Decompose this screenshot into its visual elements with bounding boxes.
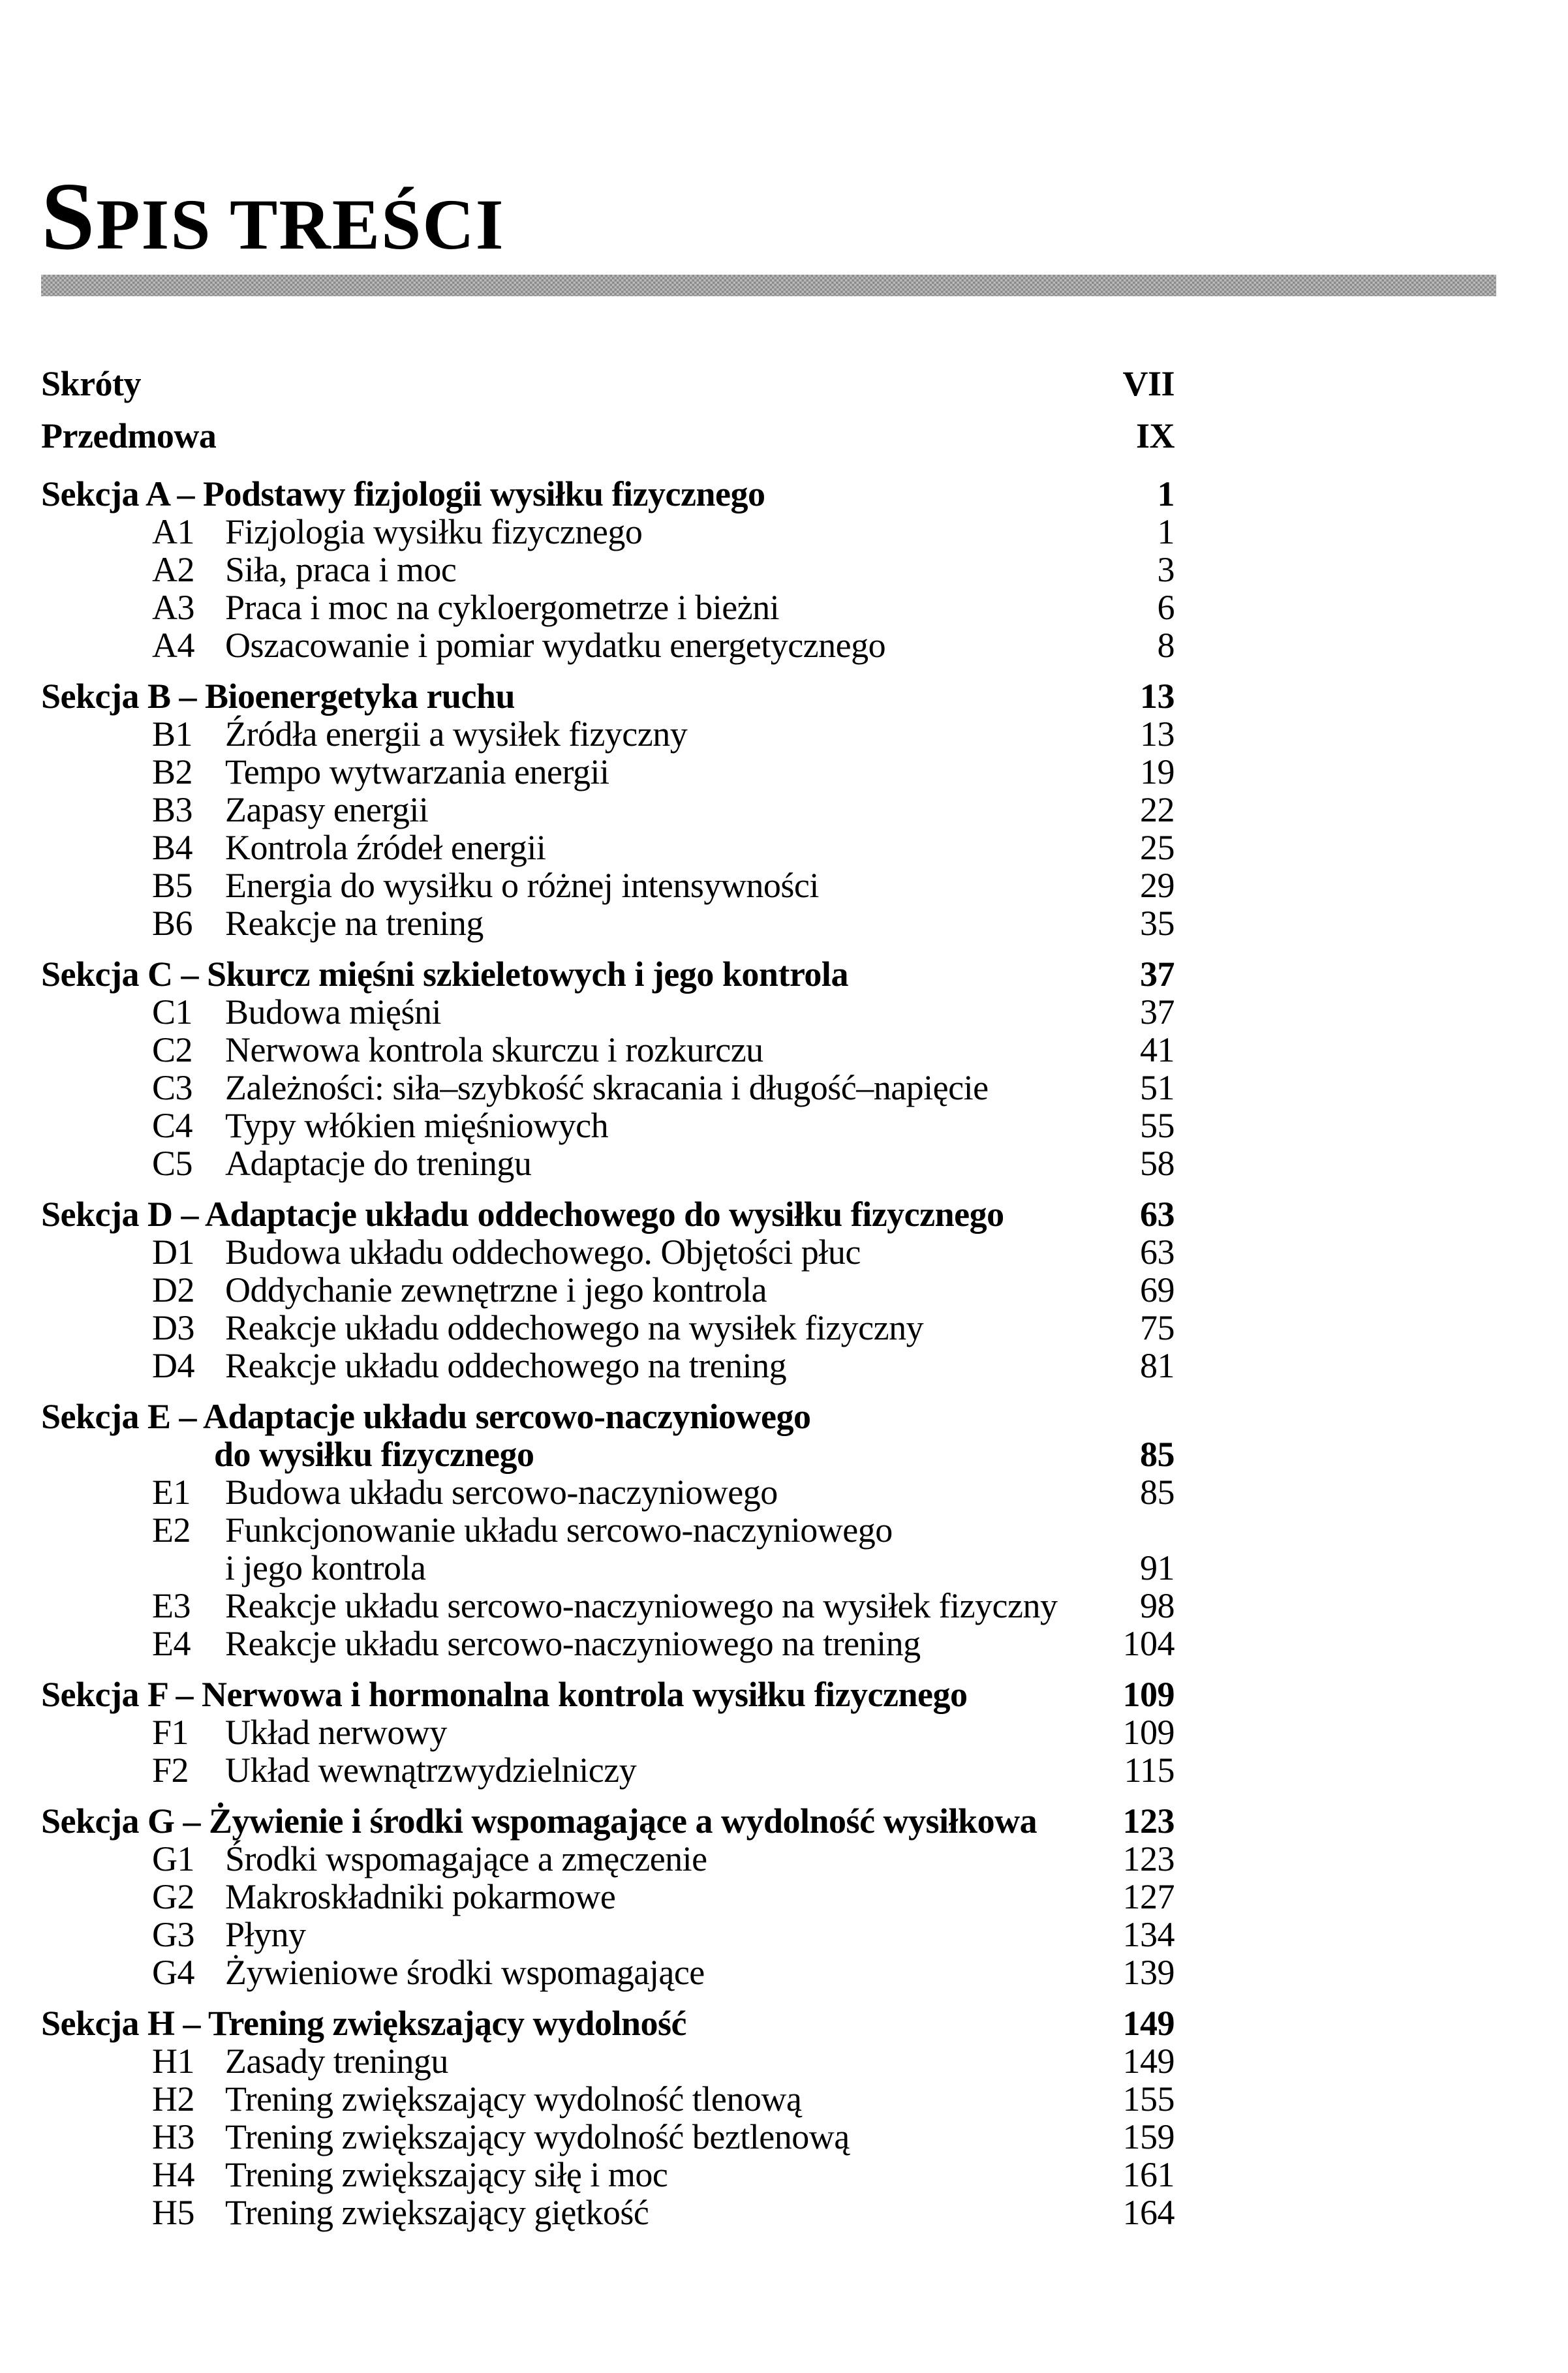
- item-page-number: 29: [1140, 866, 1175, 905]
- item-page-number: 22: [1140, 790, 1175, 829]
- item-page-number: 55: [1140, 1106, 1175, 1145]
- item-title: Trening zwiększający siłę i moc: [225, 2155, 668, 2194]
- item-label: A4: [152, 626, 194, 665]
- item-page-number: 127: [1122, 1877, 1175, 1916]
- item-page-number: 51: [1140, 1068, 1175, 1107]
- item-title: Budowa mięśni: [225, 992, 441, 1032]
- item-label: E1: [152, 1473, 191, 1512]
- section-title: Sekcja A – Podstawy fizjologii wysiłku fizycznego: [41, 474, 765, 513]
- item-label: B4: [152, 828, 193, 867]
- toc-item: [41, 1587, 1175, 1625]
- item-title: Oddychanie zewnętrzne i jego kontrola: [225, 1270, 767, 1309]
- section-header: [41, 1676, 1175, 1713]
- item-title: Reakcje układu sercowo-naczyniowego na wysiłek fizyczny: [225, 1586, 1058, 1625]
- front-matter-entry: [41, 358, 1175, 410]
- toc-item: [41, 904, 1175, 942]
- section-title: Sekcja F – Nerwowa i hormonalna kontrola wysiłku fizycznego: [41, 1675, 968, 1714]
- toc-item: [41, 993, 1175, 1031]
- item-title: Budowa układu sercowo-naczyniowego: [225, 1473, 778, 1512]
- item-label: C2: [152, 1030, 193, 1069]
- item-label: C5: [152, 1144, 193, 1183]
- toc-item: [41, 2042, 1175, 2080]
- toc-item: [41, 1916, 1175, 1953]
- toc-item: [41, 791, 1175, 829]
- section-page-number: 37: [1140, 955, 1175, 994]
- toc-item: [41, 2156, 1175, 2194]
- item-page-number: 81: [1140, 1346, 1175, 1385]
- toc-item: [41, 866, 1175, 904]
- item-label: G4: [152, 1953, 194, 1992]
- section-title: Sekcja H – Trening zwiększający wydolność: [41, 2004, 686, 2043]
- section-header: [41, 677, 1175, 715]
- item-title: Trening zwiększający wydolność tlenową: [225, 2079, 802, 2119]
- item-page-number: 69: [1140, 1270, 1175, 1309]
- item-label: H1: [152, 2042, 194, 2081]
- item-page-number: 139: [1122, 1953, 1175, 1992]
- item-title: Zasady treningu: [225, 2042, 448, 2081]
- item-title: Reakcje na trening: [225, 904, 484, 943]
- toc-item: [41, 1751, 1175, 1789]
- toc-item: [41, 551, 1175, 589]
- item-title: Fizjologia wysiłku fizycznego: [225, 512, 643, 551]
- section-title-continuation: do wysiłku fizycznego: [214, 1435, 534, 1474]
- item-title: Makroskładniki pokarmowe: [225, 1877, 616, 1916]
- item-label: C3: [152, 1068, 193, 1107]
- section-title: Sekcja E – Adaptacje układu sercowo-naczyniowego: [41, 1397, 811, 1436]
- item-label: A3: [152, 588, 194, 627]
- section-page-number: 123: [1122, 1801, 1175, 1841]
- toc-item: [41, 1625, 1175, 1662]
- item-label: A1: [152, 512, 194, 551]
- toc-item: [41, 753, 1175, 791]
- item-page-number: 98: [1140, 1586, 1175, 1625]
- toc-item: [41, 829, 1175, 866]
- item-label: D3: [152, 1308, 194, 1347]
- item-label: C4: [152, 1106, 193, 1145]
- item-label: A2: [152, 550, 194, 589]
- toc-item: [41, 1953, 1175, 1991]
- item-title: Tempo wytwarzania energii: [225, 752, 609, 791]
- entry-title: Skróty: [41, 364, 142, 403]
- item-title: Energia do wysiłku o różnej intensywności: [225, 866, 819, 905]
- toc-item: [41, 513, 1175, 551]
- toc-item: [41, 626, 1175, 664]
- item-label: G3: [152, 1915, 194, 1954]
- section-page-number: 85: [1140, 1435, 1175, 1474]
- item-page-number: 8: [1157, 626, 1175, 665]
- item-title: Siła, praca i moc: [225, 550, 457, 589]
- toc-item-line2: [41, 1549, 1175, 1587]
- item-label: D2: [152, 1270, 194, 1309]
- item-label: B3: [152, 790, 193, 829]
- item-title: Trening zwiększający wydolność beztlenową: [225, 2117, 850, 2156]
- item-title: Żywieniowe środki wspomagające: [225, 1953, 705, 1992]
- toc-item: [41, 1233, 1175, 1271]
- toc-item: [41, 1271, 1175, 1309]
- item-page-number: 85: [1140, 1473, 1175, 1512]
- item-title: Środki wspomagające a zmęczenie: [225, 1839, 707, 1878]
- toc-item: [41, 1878, 1175, 1916]
- page-title-rest: PIS TREŚCI: [96, 185, 505, 264]
- section-header: [41, 1195, 1175, 1233]
- toc-item: [41, 1144, 1175, 1182]
- item-label: F1: [152, 1713, 189, 1752]
- section-header: [41, 1802, 1175, 1840]
- item-page-number: 115: [1124, 1751, 1175, 1790]
- item-page-number: 123: [1122, 1839, 1175, 1878]
- item-label: G2: [152, 1877, 194, 1916]
- item-label: H4: [152, 2155, 194, 2194]
- item-title: Reakcje układu oddechowego na trening: [225, 1346, 787, 1385]
- section-header-line2: [41, 1435, 1175, 1473]
- item-title: Kontrola źródeł energii: [225, 828, 546, 867]
- toc-item: [41, 2194, 1175, 2231]
- toc-item: [41, 1309, 1175, 1347]
- item-page-number: 134: [1122, 1915, 1175, 1954]
- item-title: Zależności: siła–szybkość skracania i długość–napięcie: [225, 1068, 989, 1107]
- item-page-number: 41: [1140, 1030, 1175, 1069]
- page-content: [0, 163, 1568, 2232]
- item-page-number: 58: [1140, 1144, 1175, 1183]
- item-title: Adaptacje do treningu: [225, 1144, 532, 1183]
- item-title: Reakcje układu oddechowego na wysiłek fizyczny: [225, 1308, 924, 1347]
- section-title: Sekcja B – Bioenergetyka ruchu: [41, 677, 515, 716]
- toc-item: [41, 589, 1175, 626]
- item-page-number: 63: [1140, 1232, 1175, 1272]
- item-page-number: 104: [1122, 1624, 1175, 1663]
- section-page-number: 63: [1140, 1195, 1175, 1234]
- section-header: [41, 1398, 1175, 1435]
- item-page-number: 35: [1140, 904, 1175, 943]
- item-page-number: 19: [1140, 752, 1175, 791]
- item-title: Układ nerwowy: [225, 1713, 447, 1752]
- item-page-number: 164: [1122, 2193, 1175, 2232]
- entry-page-number: IX: [1135, 416, 1175, 455]
- item-label: D4: [152, 1346, 194, 1385]
- toc-item: [41, 1031, 1175, 1069]
- item-label: D1: [152, 1232, 194, 1272]
- item-label: B6: [152, 904, 193, 943]
- item-page-number: 155: [1122, 2079, 1175, 2119]
- item-title: Nerwowa kontrola skurczu i rozkurczu: [225, 1030, 763, 1069]
- item-label: H3: [152, 2117, 194, 2156]
- entry-page-number: VII: [1122, 364, 1175, 403]
- entry-title: Przedmowa: [41, 416, 217, 455]
- section-page-number: 109: [1122, 1675, 1175, 1714]
- item-title-continuation: i jego kontrola: [225, 1548, 426, 1587]
- item-title: Oszacowanie i pomiar wydatku energetycznego: [225, 626, 886, 665]
- front-matter-entry: [41, 410, 1175, 462]
- item-title: Płyny: [225, 1915, 306, 1954]
- item-page-number: 91: [1140, 1548, 1175, 1587]
- item-title: Budowa układu oddechowego. Objętości płuc: [225, 1232, 861, 1272]
- item-page-number: 13: [1140, 714, 1175, 754]
- item-page-number: 149: [1122, 2042, 1175, 2081]
- item-label: B5: [152, 866, 193, 905]
- toc-item: [41, 1511, 1175, 1549]
- item-label: B1: [152, 714, 193, 754]
- toc-item: [41, 715, 1175, 753]
- item-page-number: 161: [1122, 2155, 1175, 2194]
- item-page-number: 159: [1122, 2117, 1175, 2156]
- section-title: Sekcja C – Skurcz mięśni szkieletowych i jego kontrola: [41, 955, 848, 994]
- section-title: Sekcja G – Żywienie i środki wspomagające a wydolność wysiłkowa: [41, 1801, 1038, 1841]
- item-title: Funkcjonowanie układu sercowo-naczyniowego: [225, 1510, 893, 1550]
- item-label: H5: [152, 2193, 194, 2232]
- item-label: E4: [152, 1624, 191, 1663]
- item-page-number: 1: [1157, 512, 1175, 551]
- item-title: Typy włókien mięśniowych: [225, 1106, 609, 1145]
- item-page-number: 6: [1157, 588, 1175, 627]
- toc-item: [41, 1069, 1175, 1107]
- item-page-number: 25: [1140, 828, 1175, 867]
- page-title: [41, 163, 1568, 270]
- item-title: Układ wewnątrzwydzielniczy: [225, 1751, 637, 1790]
- item-title: Źródła energii a wysiłek fizyczny: [225, 714, 688, 754]
- item-title: Trening zwiększający giętkość: [225, 2193, 649, 2232]
- item-page-number: 3: [1157, 550, 1175, 589]
- decorative-halftone-rule: [41, 275, 1496, 296]
- item-label: F2: [152, 1751, 189, 1790]
- toc-item: [41, 1107, 1175, 1144]
- item-title: Praca i moc na cykloergometrze i bieżni: [225, 588, 780, 627]
- toc-item: [41, 1840, 1175, 1878]
- item-label: B2: [152, 752, 193, 791]
- toc-item: [41, 2080, 1175, 2118]
- page-title-initial: S: [41, 163, 97, 270]
- item-label: E3: [152, 1586, 191, 1625]
- item-title: Reakcje układu sercowo-naczyniowego na trening: [225, 1624, 921, 1663]
- toc-item: [41, 1473, 1175, 1511]
- item-label: C1: [152, 992, 193, 1032]
- toc-item: [41, 2118, 1175, 2156]
- item-page-number: 75: [1140, 1308, 1175, 1347]
- section-header: [41, 955, 1175, 993]
- section-title: Sekcja D – Adaptacje układu oddechowego do wysiłku fizycznego: [41, 1195, 1004, 1234]
- section-page-number: 1: [1157, 474, 1175, 513]
- item-label: G1: [152, 1839, 194, 1878]
- item-label: E2: [152, 1510, 191, 1550]
- toc-item: [41, 1347, 1175, 1385]
- toc-item: [41, 1713, 1175, 1751]
- section-page-number: 13: [1140, 677, 1175, 716]
- section-header: [41, 475, 1175, 513]
- section-header: [41, 2004, 1175, 2042]
- item-label: H2: [152, 2079, 194, 2119]
- section-page-number: 149: [1122, 2004, 1175, 2043]
- item-title: Zapasy energii: [225, 790, 429, 829]
- item-page-number: 37: [1140, 992, 1175, 1032]
- toc-list: [41, 358, 1568, 2231]
- item-page-number: 109: [1122, 1713, 1175, 1752]
